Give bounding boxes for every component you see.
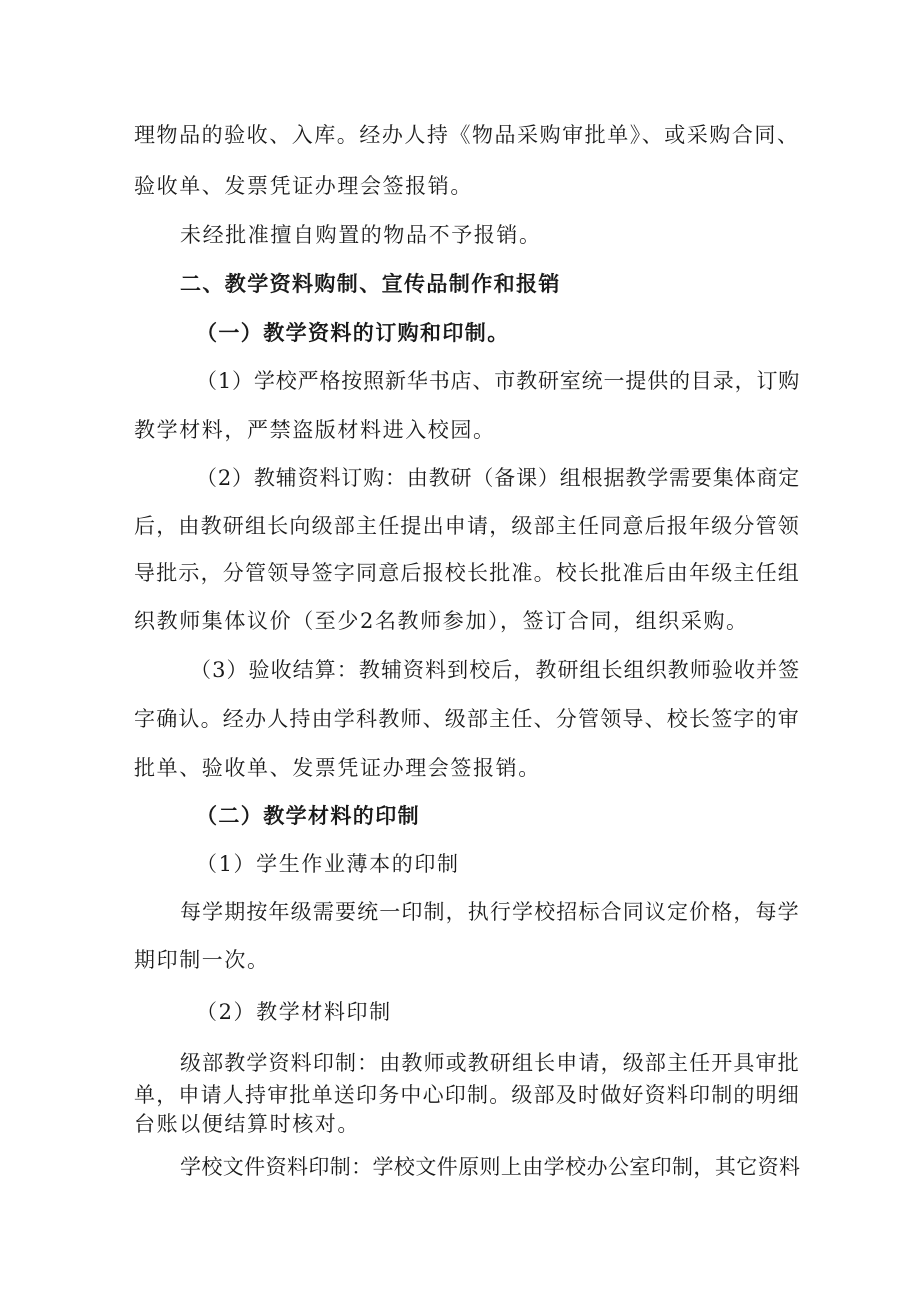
text-line: 批单、验收单、发票凭证办理会签报销。: [134, 756, 541, 780]
text-line: 单，申请人持审批单送印务中心印制。级部及时做好资料印制的明细: [134, 1083, 800, 1107]
text-line: 未经批准擅自购置的物品不予报销。: [180, 223, 542, 247]
text-line: 验收单、发票凭证办理会签报销。: [134, 174, 473, 198]
text-line: （1）学校严格按照新华书店、市教研室统一提供的目录，订购: [196, 369, 801, 393]
text-line: （2）教辅资料订购：由教研（备课）组根据教学需要集体商定: [196, 466, 801, 490]
text-line: 每学期按年级需要统一印制，执行学校招标合同议定价格，每学: [180, 900, 800, 924]
text-line: 台账以便结算时核对。: [134, 1112, 360, 1136]
text-line: 级部教学资料印制：由教师或教研组长申请，级部主任开具审批: [180, 1051, 800, 1075]
text-line: 教学材料，严禁盗版材料进入校园。: [134, 418, 496, 442]
text-line: 期印制一次。: [134, 948, 270, 972]
text-line: 字确认。经办人持由学科教师、级部主任、分管领导、校长签字的审: [134, 707, 800, 731]
subsection-heading: （一）教学资料的订购和印制。: [196, 321, 510, 345]
text-line: 学校文件资料印制：学校文件原则上由学校办公室印制，其它资料: [180, 1155, 801, 1179]
text-line: （1）学生作业薄本的印制: [196, 852, 460, 876]
text-line: （3）验收结算：教辅资料到校后，教研组长组织教师验收并签: [190, 658, 801, 682]
text-line: 理物品的验收、入库。经办人持《物品采购审批单》、或采购合同、: [134, 123, 800, 147]
subsection-heading: （二）教学材料的印制: [196, 804, 420, 828]
text-line: 织教师集体议价（至少2名教师参加），签订合同，组织采购。: [134, 609, 749, 633]
text-line: 后，由教研组长向级部主任提出申请，级部主任同意后报年级分管领: [134, 514, 800, 538]
text-line: 导批示，分管领导签字同意后报校长批准。校长批准后由年级主任组: [134, 561, 800, 585]
section-heading: 二、教学资料购制、宣传品制作和报销: [180, 272, 561, 296]
text-line: （2）教学材料印制: [196, 1000, 392, 1024]
